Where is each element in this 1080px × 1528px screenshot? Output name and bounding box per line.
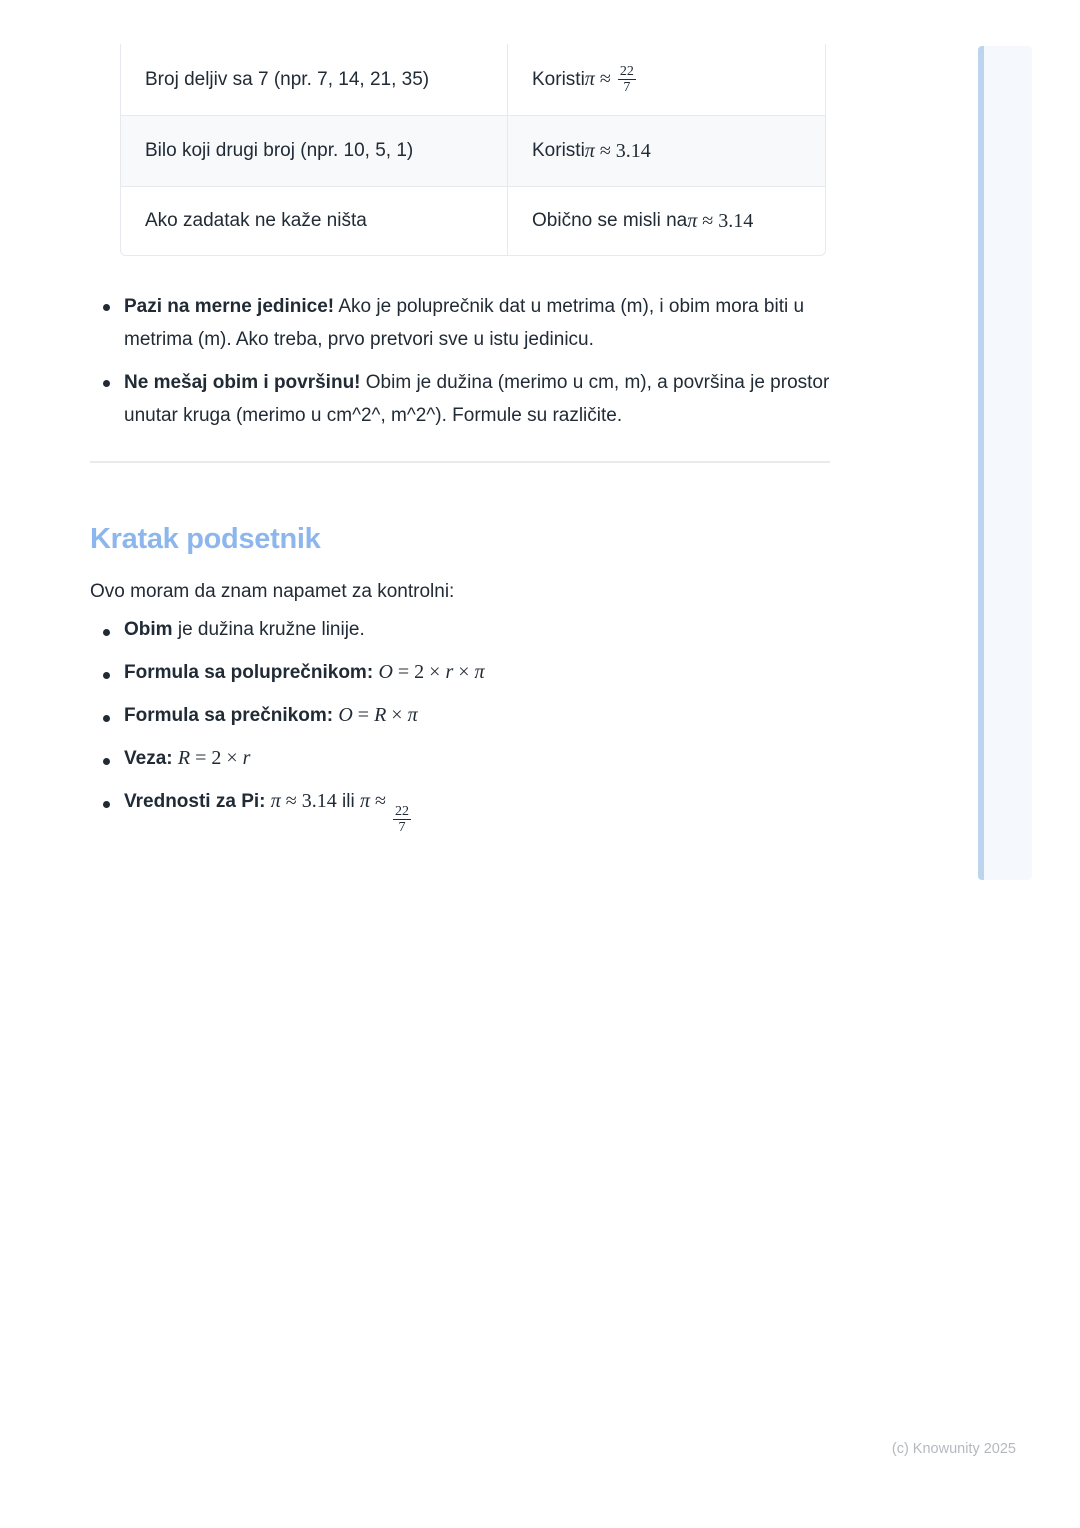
table-row [121, 186, 825, 255]
reminder-item [90, 702, 830, 729]
fraction: $\frac{22}{7}$ [395, 803, 410, 836]
table-cell-recommendation: Koristi π ≈ 3.14 [532, 139, 651, 162]
bullet-icon [103, 715, 110, 722]
intro-text: Ovo moram da znam napamet za kontrolni: [90, 581, 455, 602]
reminder-text: Formula sa prečnikom: O = R × π [124, 704, 418, 726]
reminder-item [90, 616, 830, 643]
table-cell-recommendation: Obično se misli na π ≈ 3.14 [532, 209, 754, 232]
reminder-text: Formula sa poluprečnikom: O = 2 × r × π [124, 661, 485, 683]
table-row [121, 115, 825, 186]
bullet-icon [103, 672, 110, 679]
table-row [121, 44, 825, 115]
reminder-text: Veza: R = 2 × r [124, 747, 251, 769]
reminder-item [90, 659, 830, 686]
warning-list [90, 291, 830, 443]
table-cell-condition: Broj deljiv sa 7 (npr. 7, 14, 21, 35) [121, 44, 508, 115]
scroll-indicator[interactable] [978, 46, 1032, 880]
table-cell-recommendation: Koristi π ≈ $\frac{22}{7}$ [532, 63, 634, 95]
warning-item [90, 291, 830, 356]
bullet-icon [103, 801, 110, 808]
reminder-item [90, 745, 830, 772]
copyright-text: (c) Knowunity 2025 [891, 1441, 1016, 1457]
table-cell-condition: Bilo koji drugi broj (npr. 10, 5, 1) [121, 116, 508, 186]
warning-item [90, 367, 830, 432]
warning-text: Pazi na merne jedinice! Ako je poluprečnik dat u metrima (m), i obim mora biti u metrima (m). Ako treba, prvo pretvori sve u istu jedinicu. [124, 296, 805, 350]
table-cell-condition: Ako zadatak ne kaže ništa [121, 187, 508, 255]
reminder-item [90, 788, 830, 835]
section-divider [90, 461, 830, 463]
bullet-icon [103, 758, 110, 765]
reminder-text: Vrednosti za Pi: π ≈ 3.14 ili π ≈ $\frac{22}{7}$ [124, 790, 410, 836]
fraction: $\frac{22}{7}$ [619, 63, 634, 95]
reminder-text: Obim je dužina kružne linije. [124, 619, 365, 640]
bullet-icon [103, 629, 110, 636]
bullet-icon [103, 304, 110, 311]
pi-table [120, 44, 826, 256]
warning-text: Ne mešaj obim i površinu! Obim je dužina (merimo u cm, m), a površina je prostor unutar kruga (merimo u cm^2^, m^2^). Formule su različite. [124, 372, 830, 426]
section-heading: Kratak podsetnik [90, 523, 321, 556]
reminder-list [90, 616, 830, 851]
bullet-icon [103, 380, 110, 387]
